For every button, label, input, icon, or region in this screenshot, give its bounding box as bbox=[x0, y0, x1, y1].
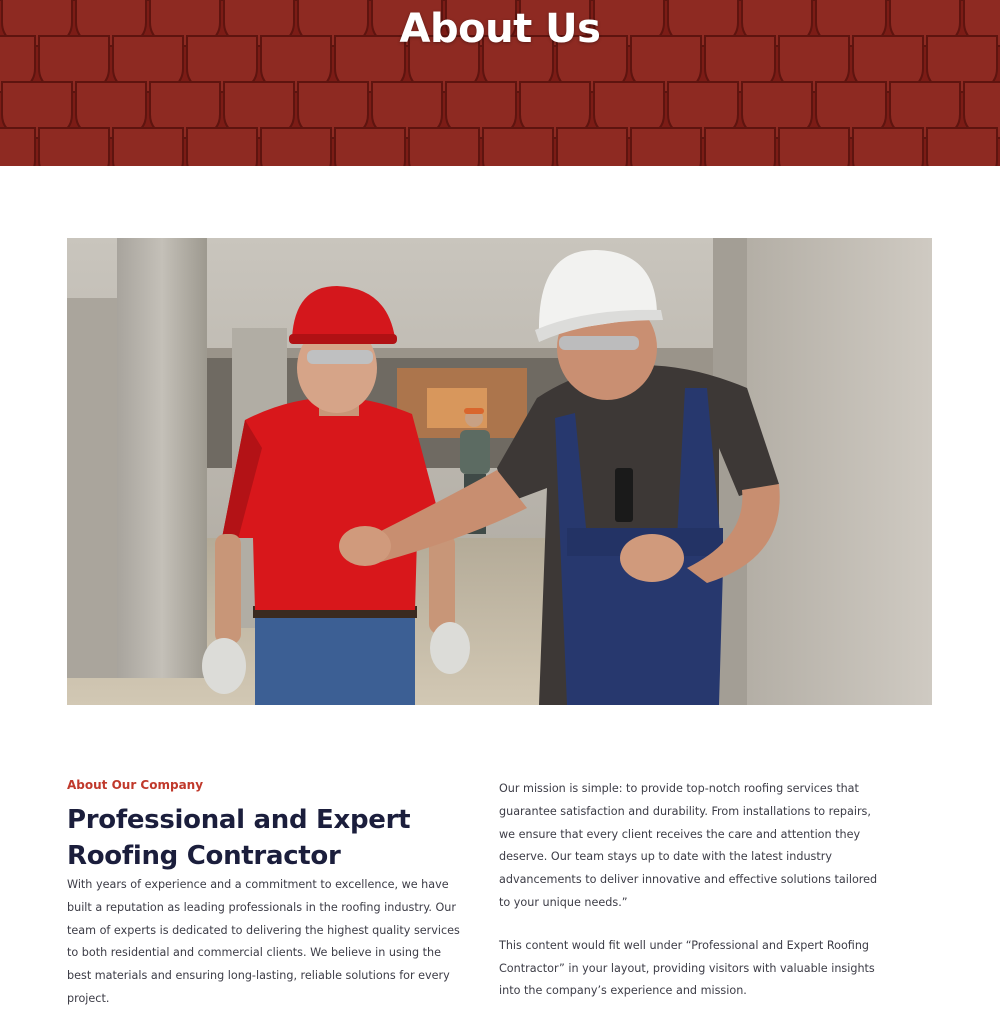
roof-tile bbox=[335, 128, 405, 166]
page-title: About Us bbox=[399, 6, 601, 52]
roof-tile bbox=[631, 128, 701, 166]
roof-tile bbox=[557, 128, 627, 166]
roof-tile bbox=[853, 128, 923, 166]
roof-tile bbox=[779, 128, 849, 166]
intro-paragraph: With years of experience and a commitment to excellence, we have built a reputation as leading professionals in the roofing industry. Our team of experts is dedicated to delivering the highest quality services to both residential and commercial clients. We believe in using the best materials and ensuring long-lasting, reliable solutions for every project. bbox=[67, 878, 460, 1005]
roof-tile bbox=[39, 128, 109, 166]
roof-tile bbox=[927, 128, 997, 166]
hero-banner bbox=[0, 0, 1000, 166]
about-left-column bbox=[67, 776, 467, 1011]
team-photo bbox=[67, 238, 932, 705]
roof-tile bbox=[483, 128, 553, 166]
section-heading: Professional and Expert Roofing Contractor bbox=[67, 805, 411, 871]
roof-tile bbox=[0, 128, 35, 166]
about-right-column bbox=[499, 778, 889, 1003]
roof-tile bbox=[261, 128, 331, 166]
roof-tile bbox=[409, 128, 479, 166]
roof-tile bbox=[113, 128, 183, 166]
mission-paragraph: Our mission is simple: to provide top-notch roofing services that guarantee satisfaction and durability. From installations to repairs, we ensure that every client receives the care and attention they deserve. Our team stays up to date with the latest industry advancements to deliver innovative and effective solutions tailored to your unique needs.” bbox=[499, 782, 878, 909]
roof-tile bbox=[705, 128, 775, 166]
roof-tile bbox=[187, 128, 257, 166]
construction-workers-photo-icon bbox=[67, 238, 932, 705]
note-paragraph: This content would fit well under “Professional and Expert Roofing Contractor” in your layout, providing visitors with valuable insights into the company’s experience and mission. bbox=[499, 938, 875, 998]
section-eyebrow: About Our Company bbox=[67, 778, 204, 792]
